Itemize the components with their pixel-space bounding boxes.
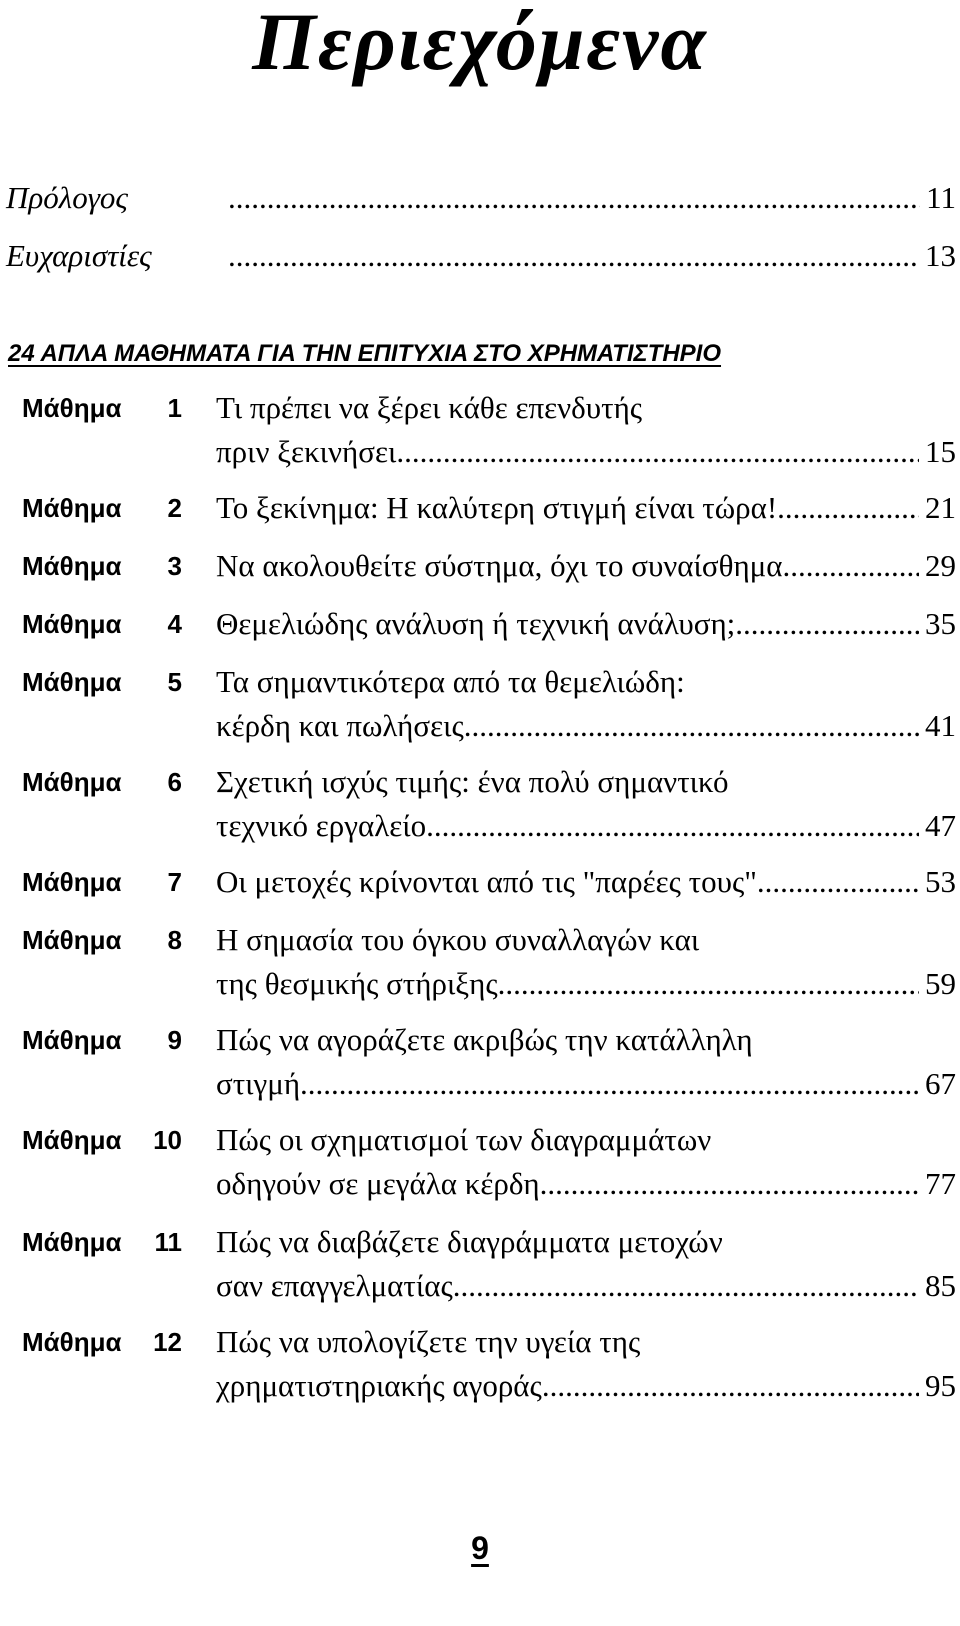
lesson-word: Μάθημα xyxy=(22,551,122,581)
lesson-title xyxy=(216,1118,956,1206)
lesson-index: 9 xyxy=(167,1025,182,1055)
toc-page-number: 47 xyxy=(925,808,956,843)
dot-leader xyxy=(396,430,919,474)
toc-page-number: 41 xyxy=(925,708,956,743)
lesson-title-line xyxy=(216,486,956,530)
lesson-title-text: χρηματιστηριακής αγοράς xyxy=(216,1368,542,1403)
lesson-word: Μάθημα xyxy=(22,667,122,697)
lesson-number xyxy=(22,386,182,430)
lesson-title xyxy=(216,1220,956,1308)
dot-leader xyxy=(300,1062,919,1106)
lesson-title-line: Πώς να διαβάζετε διαγράμματα μετοχών xyxy=(216,1224,723,1259)
dot-leader xyxy=(777,486,919,530)
lesson-title-line xyxy=(216,1062,956,1106)
lesson-title xyxy=(216,386,956,474)
lesson-title-text: σαν επαγγελματίας xyxy=(216,1268,453,1303)
lesson-number xyxy=(22,1320,182,1364)
lesson-title-line: Πώς να αγοράζετε ακριβώς την κατάλληλη xyxy=(216,1022,753,1057)
lesson-number xyxy=(22,760,182,804)
lesson-word: Μάθημα xyxy=(22,1125,122,1155)
dot-leader xyxy=(453,1264,919,1308)
lesson-title-text: πριν ξεκινήσει xyxy=(216,434,397,469)
lesson-word: Μάθημα xyxy=(22,1227,122,1257)
lesson-title xyxy=(216,1018,956,1106)
lesson-word: Μάθημα xyxy=(22,925,122,955)
lesson-title-line xyxy=(216,544,956,588)
dot-leader xyxy=(783,544,919,588)
toc-page-number: 11 xyxy=(926,180,956,215)
dot-leader xyxy=(228,236,919,276)
lesson-index: 3 xyxy=(167,551,182,581)
toc-entry-label: Πρόλογος xyxy=(6,180,128,215)
lesson-title xyxy=(216,918,956,1006)
toc-page-number: 15 xyxy=(925,434,956,469)
lesson-title-line: Η σημασία του όγκου συναλλαγών και xyxy=(216,922,700,957)
section-heading: 24 ΑΠΛΑ ΜΑΘΗΜΑΤΑ ΓΙΑ ΤΗΝ ΕΠΙΤΥΧΙΑ ΣΤΟ ΧΡΗΜΑΤΙΣΤΗΡΙΟ xyxy=(8,340,722,367)
lesson-index: 6 xyxy=(167,767,182,797)
lesson-title-text: Το ξεκίνημα: Η καλύτερη στιγμή είναι τώρα! xyxy=(216,490,778,525)
lesson-index: 1 xyxy=(167,393,182,423)
toc-page-number: 53 xyxy=(925,864,956,899)
lesson-number xyxy=(22,602,182,646)
lesson-title-text: της θεσμικής στήριξης xyxy=(216,966,498,1001)
lesson-title-line xyxy=(216,1364,956,1408)
lesson-title-line xyxy=(216,602,956,646)
lesson-title xyxy=(216,602,956,646)
lesson-title-line xyxy=(216,1264,956,1308)
toc-entry-acknowledgements[interactable] xyxy=(6,236,956,276)
dot-leader xyxy=(540,1162,919,1206)
lesson-word: Μάθημα xyxy=(22,867,122,897)
lesson-title-line: Τι πρέπει να ξέρει κάθε επενδυτής xyxy=(216,390,643,425)
lesson-number xyxy=(22,918,182,962)
lesson-index: 11 xyxy=(154,1227,182,1257)
lesson-title-line: Πώς οι σχηματισμοί των διαγραμμάτων xyxy=(216,1122,712,1157)
lesson-title-line xyxy=(216,430,956,474)
lesson-number xyxy=(22,1118,182,1162)
dot-leader xyxy=(542,1364,919,1408)
lesson-title-line xyxy=(216,962,956,1006)
lesson-title xyxy=(216,1320,956,1408)
page-title: Περιεχόμενα xyxy=(252,0,708,87)
lesson-number xyxy=(22,1220,182,1264)
dot-leader xyxy=(757,860,919,904)
lesson-word: Μάθημα xyxy=(22,493,122,523)
lesson-title-text: στιγμή xyxy=(216,1066,301,1101)
lesson-number xyxy=(22,1018,182,1062)
lesson-title-line xyxy=(216,804,956,848)
lesson-title-text: Οι μετοχές κρίνονται από τις "παρέες τους" xyxy=(216,864,757,899)
toc-page-number: 85 xyxy=(925,1268,956,1303)
toc-page-number: 29 xyxy=(925,548,956,583)
lesson-title xyxy=(216,760,956,848)
toc-entry-prologue[interactable] xyxy=(6,178,956,218)
lesson-index: 5 xyxy=(167,667,182,697)
toc-page-number: 13 xyxy=(925,238,956,273)
toc-page-number: 77 xyxy=(925,1166,956,1201)
lesson-number xyxy=(22,544,182,588)
dot-leader xyxy=(498,962,919,1006)
toc-page-number: 21 xyxy=(925,490,956,525)
lesson-title-text: Θεμελιώδης ανάλυση ή τεχνική ανάλυση; xyxy=(216,606,736,641)
toc-entry-label: Ευχαριστίες xyxy=(6,238,152,273)
lesson-title-text: οδηγούν σε μεγάλα κέρδη xyxy=(216,1166,540,1201)
lesson-title-line xyxy=(216,704,956,748)
dot-leader xyxy=(464,704,919,748)
lesson-number xyxy=(22,660,182,704)
lesson-index: 7 xyxy=(167,867,182,897)
dot-leader xyxy=(228,178,920,218)
toc-page-number: 95 xyxy=(925,1368,956,1403)
lesson-word: Μάθημα xyxy=(22,1327,122,1357)
lesson-title xyxy=(216,860,956,904)
dot-leader xyxy=(735,602,919,646)
lesson-index: 4 xyxy=(167,609,182,639)
lesson-title-line: Τα σημαντικότερα από τα θεμελιώδη: xyxy=(216,664,685,699)
page-number: 9 xyxy=(471,1530,489,1566)
lesson-word: Μάθημα xyxy=(22,767,122,797)
lesson-title-line: Σχετική ισχύς τιμής: ένα πολύ σημαντικό xyxy=(216,764,729,799)
lesson-index: 10 xyxy=(153,1125,182,1155)
lesson-word: Μάθημα xyxy=(22,1025,122,1055)
lesson-title-line: Πώς να υπολογίζετε την υγεία της xyxy=(216,1324,641,1359)
lesson-title-text: Να ακολουθείτε σύστημα, όχι το συναίσθημα xyxy=(216,548,783,583)
lesson-index: 2 xyxy=(167,493,182,523)
dot-leader xyxy=(426,804,919,848)
lesson-word: Μάθημα xyxy=(22,393,122,423)
lesson-title-text: κέρδη και πωλήσεις xyxy=(216,708,464,743)
toc-page-number: 35 xyxy=(925,606,956,641)
lesson-title xyxy=(216,486,956,530)
toc-page-number: 67 xyxy=(925,1066,956,1101)
toc-page-number: 59 xyxy=(925,966,956,1001)
lesson-word: Μάθημα xyxy=(22,609,122,639)
lesson-title xyxy=(216,544,956,588)
lesson-index: 12 xyxy=(153,1327,182,1357)
lesson-title xyxy=(216,660,956,748)
lesson-title-line xyxy=(216,860,956,904)
lesson-number xyxy=(22,860,182,904)
lesson-title-text: τεχνικό εργαλείο xyxy=(216,808,427,843)
lesson-number xyxy=(22,486,182,530)
lesson-index: 8 xyxy=(167,925,182,955)
lesson-title-line xyxy=(216,1162,956,1206)
